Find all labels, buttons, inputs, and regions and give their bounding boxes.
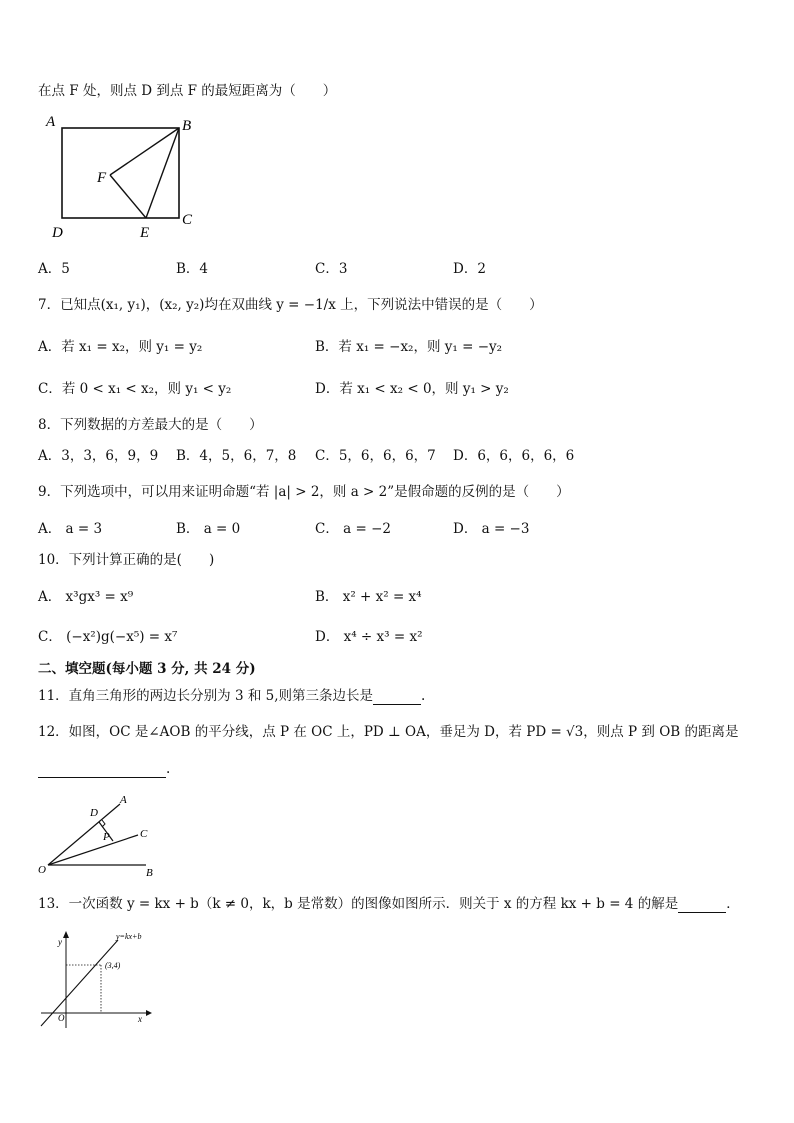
q6-stem-tail: 在点 F 处，则点 D 到点 F 的最短距离为（ ）	[38, 83, 337, 99]
label-P: P	[103, 831, 110, 843]
q8-stem: 8．下列数据的方差最大的是（ ）	[38, 417, 263, 433]
q10-option-b: B． x² + x² = x⁴	[315, 589, 422, 605]
label-C: C	[182, 212, 193, 228]
label-point: (3,4)	[105, 961, 121, 970]
q8-option-c: C．5，6，6，6，7	[315, 448, 436, 464]
q7-option-d: D．若 x₁ < x₂ < 0，则 y₁ > y₂	[315, 381, 509, 397]
q11-answer-blank[interactable]	[373, 690, 421, 705]
q9-stem: 9．下列选项中，可以用来证明命题“若 |a| > 2，则 a > 2”是假命题的反例的是（ ）	[38, 484, 570, 500]
q12-end: .	[166, 761, 171, 777]
q6-option-b: B．4	[176, 261, 209, 277]
q7-option-a: A．若 x₁ = x₂，则 y₁ = y₂	[38, 339, 203, 355]
q7-stem: 7．已知点(x₁, y₁)，(x₂, y₂)均在双曲线 y = −1/x 上，下列说法中错误的是（ ）	[38, 297, 543, 313]
q6-option-c: C．3	[315, 261, 348, 277]
q8-option-d: D．6，6，6，6，6	[453, 448, 575, 464]
label-y: y	[58, 937, 62, 947]
q10-option-d: D． x⁴ ÷ x³ = x²	[315, 629, 423, 645]
q7-option-c: C．若 0 < x₁ < x₂，则 y₁ < y₂	[38, 381, 232, 397]
q8-option-b: B．4，5，6，7，8	[176, 448, 297, 464]
label-D: D	[90, 807, 98, 819]
q7-option-b: B．若 x₁ = −x₂，则 y₁ = −y₂	[315, 339, 503, 355]
q8-option-a: A．3，3，6，9，9	[38, 448, 159, 464]
q12-stem: 12．如图，OC 是∠AOB 的平分线，点 P 在 OC 上，PD ⊥ OA，垂足为 D，若 PD = √3，则点 P 到 OB 的距离是	[38, 724, 739, 740]
q10-option-a: A． x³gx³ = x⁹	[38, 589, 134, 605]
q13-answer-blank[interactable]	[678, 898, 726, 913]
label-E: E	[140, 225, 150, 241]
q11-line: 11．直角三角形的两边长分别为 3 和 5,则第三条边长是 .	[38, 688, 426, 704]
label-C: C	[140, 828, 148, 840]
label-O: O	[38, 864, 46, 876]
q10-option-c: C． (−x²)g(−x⁵) = x⁷	[38, 629, 178, 645]
q12-angle-figure	[36, 790, 166, 885]
q9-option-b: B． a = 0	[176, 521, 241, 537]
q12-answer-line	[38, 760, 170, 778]
q11-stem: 11．直角三角形的两边长分别为 3 和 5,则第三条边长是	[38, 688, 374, 704]
label-D: D	[52, 225, 63, 241]
q13-end: ．	[726, 896, 740, 912]
label-A: A	[46, 114, 56, 130]
q13-stem: 13．一次函数 y = kx + b（k ≠ 0，k，b 是常数）的图像如图所示．则关于 x 的方程 kx + b = 4 的解是	[38, 896, 679, 912]
q6-rectangle-figure	[40, 110, 210, 240]
label-func: y=kx+b	[116, 932, 142, 941]
q6-option-a: A．5	[38, 261, 70, 277]
label-O: O	[58, 1013, 65, 1023]
label-A: A	[120, 794, 127, 806]
label-F: F	[97, 170, 107, 186]
label-B: B	[182, 118, 192, 134]
label-x: x	[138, 1014, 142, 1024]
q13-function-graph	[36, 928, 156, 1038]
label-B: B	[146, 867, 153, 879]
q6-option-d: D．2	[453, 261, 486, 277]
q9-option-d: D． a = −3	[453, 521, 530, 537]
q9-option-c: C． a = −2	[315, 521, 391, 537]
q13-line	[38, 895, 740, 913]
q9-option-a: A． a = 3	[38, 521, 103, 537]
q10-stem: 10．下列计算正确的是( )	[38, 552, 215, 568]
section-title: 二、填空题(每小题 3 分, 共 24 分)	[38, 661, 256, 677]
q12-answer-blank[interactable]	[38, 763, 166, 778]
